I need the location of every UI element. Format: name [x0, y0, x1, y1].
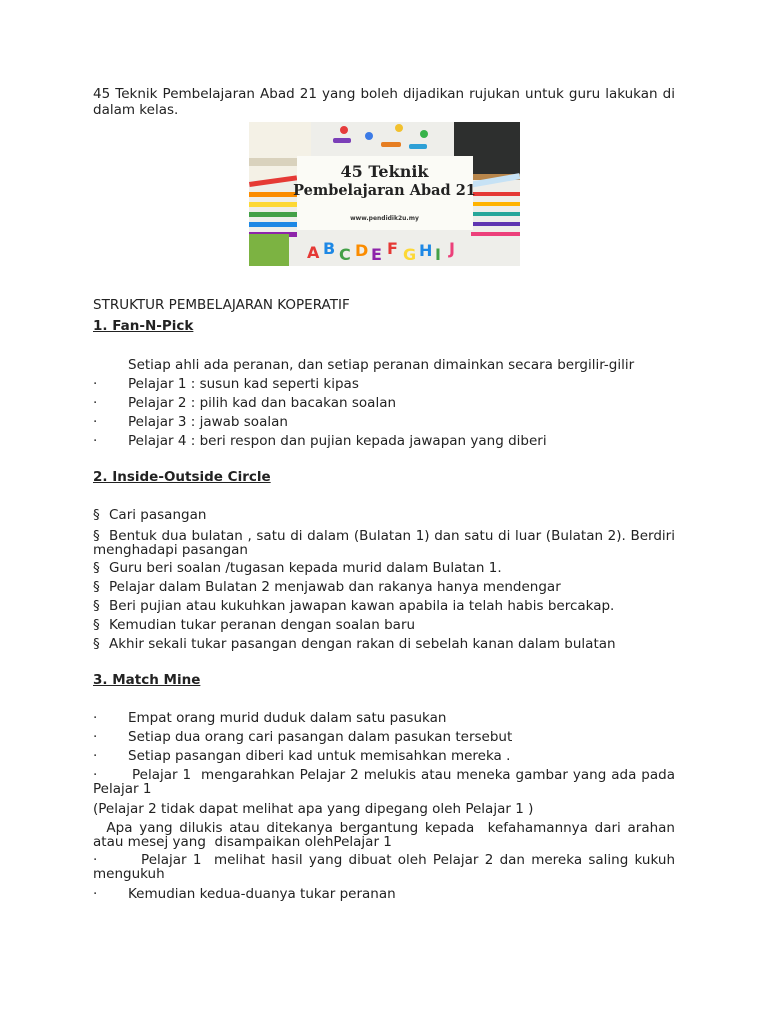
svg-text:F: F	[387, 239, 398, 258]
list-item: § Kemudian tukar peranan dengan soalan baru	[93, 617, 416, 633]
note-paragraph: (Pelajar 2 tidak dapat melihat apa yang dipegang oleh Pelajar 1 )	[93, 801, 534, 817]
note-paragraph: Apa yang dilukis atau ditekanya bergantung kepada kefahamannya dari arahan atau mesej yang disampaikan olehPelajar 1	[93, 820, 680, 850]
banner-url: www.pendidik2u.my	[350, 215, 419, 222]
svg-text:E: E	[371, 245, 382, 264]
list-item: · Setiap pasangan diberi kad untuk memisahkan mereka .	[93, 748, 511, 764]
svg-text:B: B	[323, 239, 336, 258]
svg-text:H: H	[419, 241, 433, 260]
list-item: § Pelajar dalam Bulatan 2 menjawab dan rakanya hanya mendengar	[93, 579, 561, 595]
document-page	[93, 86, 680, 904]
fan-n-pick-intro: Setiap ahli ada peranan, dan setiap peranan dimainkan secara bergilir-gilir	[128, 357, 635, 373]
section-heading: STRUKTUR PEMBELAJARAN KOPERATIF	[93, 297, 350, 313]
list-item: · Setiap dua orang cari pasangan dalam pasukan tersebut	[93, 729, 513, 745]
svg-text:I: I	[435, 245, 441, 264]
list-item: · Kemudian kedua-duanya tukar peranan	[93, 886, 396, 902]
list-item: § Guru beri soalan /tugasan kepada murid dalam Bulatan 1.	[93, 560, 502, 576]
list-item: · Pelajar 2 : pilih kad dan bacakan soalan	[93, 395, 397, 411]
inside-outside-circle-list	[93, 506, 675, 654]
svg-text:A: A	[307, 243, 320, 262]
list-item: · Pelajar 1 : susun kad seperti kipas	[93, 376, 359, 392]
list-item: · Pelajar 1 melihat hasil yang dibuat oleh Pelajar 2 dan mereka saling kukuh mengukuh	[93, 852, 680, 882]
banner-title-line1: 45 Teknik	[340, 162, 429, 181]
list-item: · Pelajar 4 : beri respon dan pujian kepada jawapan yang diberi	[93, 433, 547, 449]
fan-n-pick-title: 1. Fan-N-Pick	[93, 318, 194, 334]
banner-image	[249, 122, 520, 266]
svg-text:C: C	[339, 245, 351, 264]
svg-text:J: J	[449, 239, 455, 258]
list-item: § Beri pujian atau kukuhkan jawapan kawan apabila ia telah habis bercakap.	[93, 598, 615, 614]
list-item: · Empat orang murid duduk dalam satu pasukan	[93, 710, 447, 726]
match-mine-title: 3. Match Mine	[93, 672, 201, 688]
list-item: · Pelajar 3 : jawab soalan	[93, 414, 288, 430]
banner-title-line2: Pembelajaran Abad 21	[293, 182, 476, 199]
match-mine-list	[93, 709, 680, 904]
inside-outside-circle-title: 2. Inside-Outside Circle	[93, 469, 271, 485]
list-item: · Pelajar 1 mengarahkan Pelajar 2 melukis atau meneka gambar yang ada pada Pelajar 1	[93, 767, 680, 797]
list-item: § Cari pasangan	[93, 507, 207, 523]
intro-paragraph: 45 Teknik Pembelajaran Abad 21 yang boleh dijadikan rujukan untuk guru lakukan di dalam kelas.	[93, 86, 675, 118]
svg-text:D: D	[355, 241, 369, 260]
svg-text:G: G	[403, 245, 417, 264]
fan-n-pick-list	[93, 375, 675, 451]
list-item: § Akhir sekali tukar pasangan dengan rakan di sebelah kanan dalam bulatan	[93, 636, 616, 652]
list-item: § Bentuk dua bulatan , satu di dalam (Bulatan 1) dan satu di luar (Bulatan 2). Berdiri menghadapi pasangan	[93, 528, 675, 558]
